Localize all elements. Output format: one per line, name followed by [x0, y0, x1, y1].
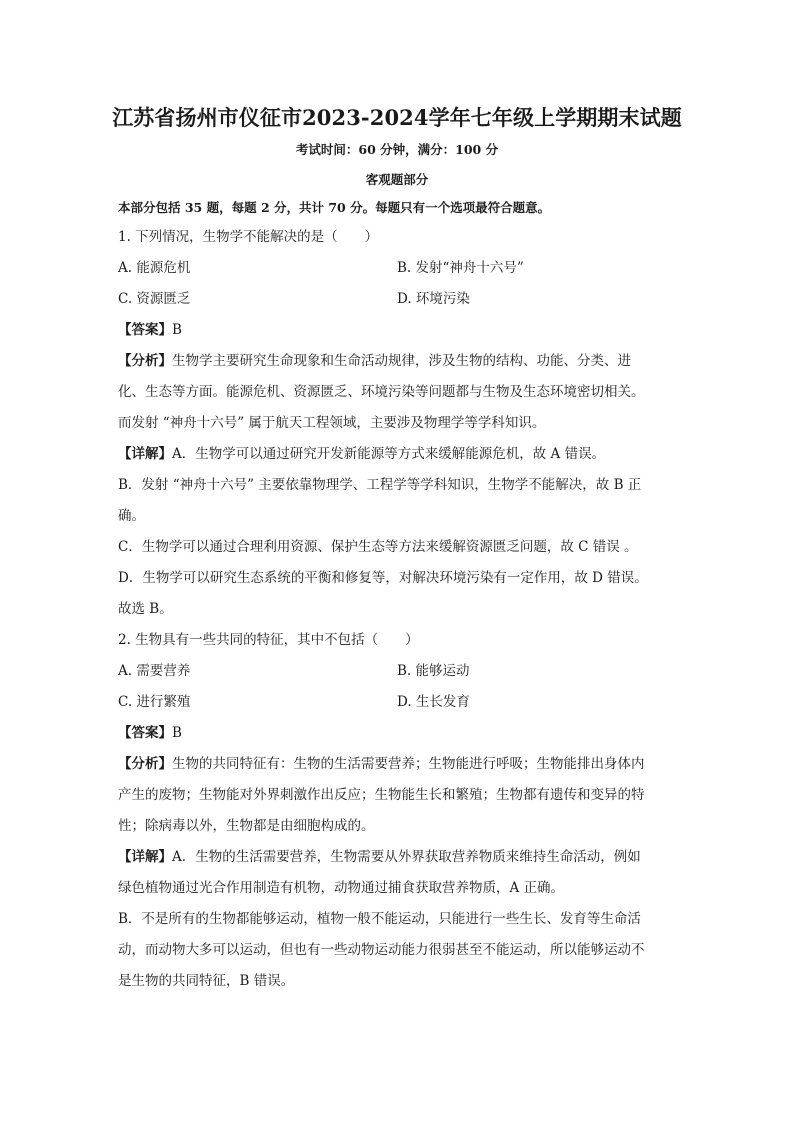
detail-text: A．生物学可以通过研究开发新能源等方式来缓解能源危机，故 A 错误。: [172, 446, 606, 462]
question-1-answer: [118, 315, 676, 346]
analysis-label: 【分析】: [118, 756, 172, 772]
question-2-option-b: B. 能够运动: [397, 663, 470, 679]
question-1-detail-line: 确。: [118, 508, 145, 524]
question-1-stem: 1. 下列情况，生物学不能解决的是（ ）: [118, 229, 379, 245]
question-1-detail-line: B．发射 “神舟十六号” 主要依靠物理学、工程学等学科知识，生物学不能解决，故 B 正: [118, 477, 642, 493]
analysis-text: 生物的共同特征有：生物的生活需要营养；生物能进行呼吸；生物能排出身体内: [172, 756, 645, 772]
question-1-option-a: A. 能源危机: [118, 260, 191, 276]
question-1-analysis-line: 化、生态等方面。能源危机、资源匮乏、环境污染等问题都与生物及生态环境密切相关。: [118, 384, 645, 400]
question-2-detail-line: B．不是所有的生物都能够运动，植物一般不能运动，只能进行一些生长、发育等生命活: [118, 911, 641, 927]
question-2-stem: 2. 生物具有一些共同的特征，其中不包括（ ）: [118, 632, 419, 648]
question-2-detail-line: [118, 842, 676, 873]
question-1-analysis-line: [118, 346, 676, 377]
answer-value: B: [172, 322, 182, 338]
section-instructions: 本部分包括 35 题，每题 2 分，共计 70 分。每题只有一个选项最符合题意。: [118, 200, 551, 215]
question-2-detail-line: 动，而动物大多可以运动，但也有一些动物运动能力很弱甚至不能运动，所以能够运动不: [118, 942, 645, 958]
question-2-analysis-line: [118, 749, 676, 780]
question-1-option-b: B. 发射“神舟十六号”: [397, 260, 524, 276]
analysis-text: 生物学主要研究生命现象和生命活动规律，涉及生物的结构、功能、分类、进: [172, 353, 631, 369]
question-1-option-c: C. 资源匮乏: [118, 291, 191, 307]
question-1-analysis-line: 而发射 “神舟十六号” 属于航天工程领域，主要涉及物理学等学科知识。: [118, 415, 546, 431]
question-2-detail-line: 绿色植物通过光合作用制造有机物，动物通过捕食获取营养物质，A 正确。: [118, 880, 565, 896]
question-2-analysis-line: 性；除病毒以外，生物都是由细胞构成的。: [118, 818, 375, 834]
question-2-options-row-1: [118, 656, 676, 687]
analysis-label: 【分析】: [118, 353, 172, 369]
detail-label: 【详解】: [118, 849, 172, 865]
question-1-options-row-2: [118, 284, 676, 315]
detail-label: 【详解】: [118, 446, 172, 462]
question-1-options-row-1: [118, 253, 676, 284]
exam-info: 考试时间：60 分钟，满分：100 分: [295, 142, 499, 157]
question-2-options-row-2: [118, 687, 676, 718]
page-title: 江苏省扬州市仪征市2023-2024学年七年级上学期期末试题: [112, 105, 682, 130]
question-2-option-a: A. 需要营养: [118, 663, 191, 679]
question-1-conclusion: 故选 B。: [118, 601, 173, 617]
question-2-option-d: D. 生长发育: [397, 694, 470, 710]
section-heading: 客观题部分: [365, 172, 429, 187]
answer-label: 【答案】: [118, 322, 172, 338]
question-2-option-c: C. 进行繁殖: [118, 694, 191, 710]
answer-value: B: [172, 725, 182, 741]
answer-label: 【答案】: [118, 725, 172, 741]
question-1-detail-line: C．生物学可以通过合理利用资源、保护生态等方法来缓解资源匮乏问题，故 C 错误 。: [118, 539, 638, 555]
question-2-analysis-line: 产生的废物；生物能对外界刺激作出反应；生物能生长和繁殖；生物都有遗传和变异的特: [118, 787, 645, 803]
question-1-detail-line: D．生物学可以研究生态系统的平衡和修复等，对解决环境污染有一定作用，故 D 错误。: [118, 570, 648, 586]
question-2-answer: [118, 718, 676, 749]
question-1-option-d: D. 环境污染: [397, 291, 470, 307]
question-1-detail-line: [118, 439, 676, 470]
question-2-detail-line: 是生物的共同特征，B 错误。: [118, 973, 295, 989]
detail-text: A．生物的生活需要营养，生物需要从外界获取营养物质来维持生命活动，例如: [172, 849, 641, 865]
